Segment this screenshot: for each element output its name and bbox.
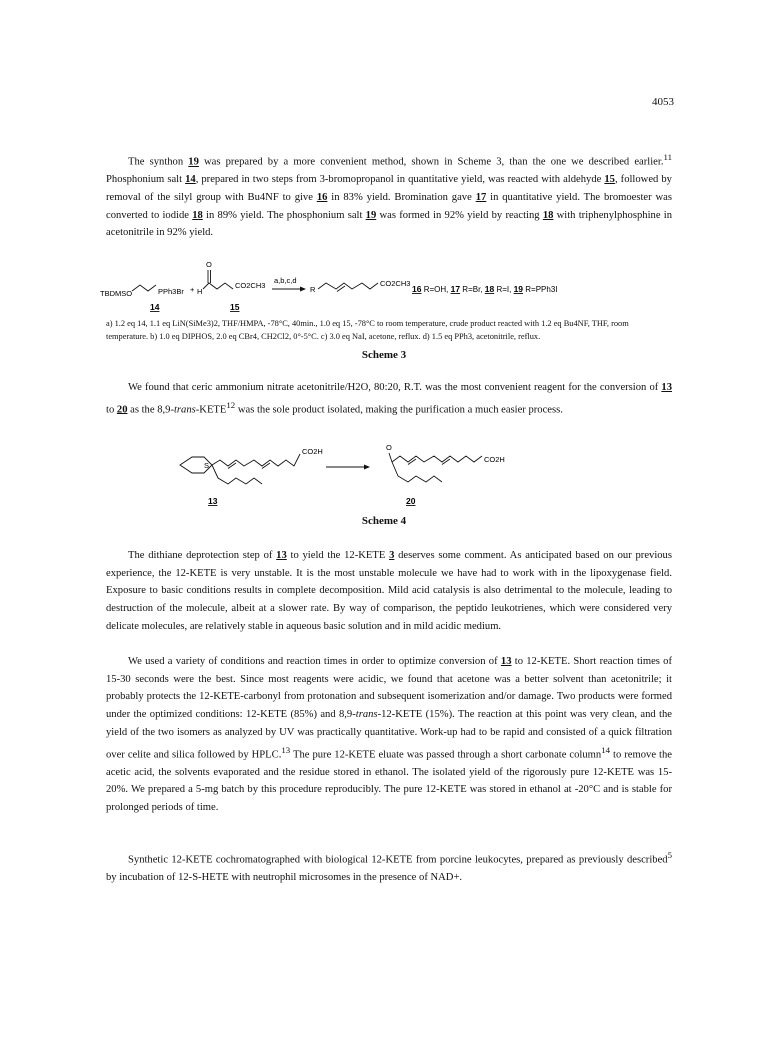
- ketone-bond: [389, 453, 392, 462]
- scheme-3-title: Scheme 3: [361, 349, 407, 361]
- compound-ref: 20: [116, 404, 128, 416]
- paragraph-conditions: We used a variety of conditions and reaction times in order to optimize conversion of 13 to 12-KETE. Short reaction times of 15-30 seconds were the best. Since most reagents were acidic, we found that acetone was a better solvent than acetonitrile; it probably protects the 12-KETE-carbonyl from protonation and subsequent isomerization and/or damage. Two products were formed under the optimized conditions: 12-KETE (85%) and 8,9-trans-12-KETE (15%). The reaction at this point was very clean, and the yield of the two isomers as analyzed by UV was practically quantitative. Work-up had to be rapid and consisted of a quick filtration over celite and silica followed by HPLC.$^{13}$ The pure 12-KETE eluate was passed through a short carbonate column$^{14}$ to remove the acetic acid, the solvents evaporated and the residue stored in ethanol. The isolated yield of the rigorously pure 12-KETE was 15-20%. We prepared a 5-mg batch by this procedure reproducibly. The pure 12-KETE was stored in ethanol at -20°C and is stable for prolonged periods of time.: [106, 656, 673, 814]
- reagent-letters: a,b,c,d: [274, 276, 297, 285]
- tbdmso-label: TBDMSO: [100, 289, 133, 298]
- r-group-label: R: [310, 285, 316, 294]
- compound-label-13: 13: [208, 496, 218, 506]
- compound-label-20: 20: [406, 496, 416, 506]
- h-label: H: [197, 287, 203, 296]
- compound-ref: 14: [185, 174, 196, 186]
- compound-label-15: 15: [230, 302, 240, 312]
- compound-label-14: 14: [150, 302, 160, 312]
- pph3br-label: PPh3Br: [158, 287, 184, 296]
- chain-15: [203, 283, 233, 289]
- tail-20: [392, 462, 442, 482]
- carbonyl-o-label: O: [206, 260, 212, 269]
- paragraph-ceric: We found that ceric ammonium nitrate acetonitrile/H2O, 80:20, R.T. was the most convenient reagent for the conversion of 13 to 20 as the 8,9-trans-KETE$^{12}$ was the sole product isolated, making the purification a much easier process.: [106, 382, 672, 416]
- sulfur-label: S: [204, 461, 210, 470]
- scheme-4-diagram: [170, 440, 580, 512]
- double-bond-13a: [228, 463, 236, 469]
- compound-ref: 13: [661, 382, 672, 393]
- double-bond-13b: [262, 463, 270, 469]
- paragraph-dithiane: The dithiane deprotection step of 13 to yield the 12-KETE 3 deserves some comment. As anticipated based on our previous experience, the 12-KETE is very unstable. It is the most unstable molecule we have had to work with in the lipoxygenase field. Exposure to basic conditions results in complete decomposition. Mild acid catalysis is also detrimental to the molecule, leading to destruction of the molecule, albeit at a slower rate. By way of comparison, the peptido leukotrienes, which were considered very delicate molecules, are relatively stable in aqueous basic solution and in mild acidic medium.: [106, 550, 672, 632]
- compound-ref: 13: [276, 550, 287, 561]
- paragraph-synthon: The synthon 19 was prepared by a more convenient method, shown in Scheme 3, than the one we described earlier.$^{11}$ Phosphonium salt 14, prepared in two steps from 3-bromopropanol in quantitative yield, was reacted with aldehyde 15, followed by removal of the silyl group with Bu4NF to give 16 in 83% yield. Bromination gave 17 in quantitative yield. The bromoester was converted to iodide 18 in 89% yield. The phosphonium salt 19 was formed in 92% yield by reacting 18 with triphenylphosphine in acetonitrile in 92% yield.: [106, 152, 673, 239]
- product-series: 16 R=OH, 17 R=Br, 18 R=I, 19 R=PPh3I: [412, 284, 558, 294]
- ester-label-15: CO2CH3: [235, 281, 266, 290]
- compound-ref: 18: [192, 209, 203, 221]
- compound-ref: 19: [188, 156, 199, 168]
- double-bond-20a: [408, 459, 416, 465]
- reference: 11: [663, 152, 672, 162]
- compound-ref: 16: [316, 191, 328, 203]
- scheme-3-conditions: a) 1.2 eq 14, 1.1 eq LiN(SiMe3)2, THF/HMPA, -78°C, 40min., 1.0 eq 15, -78°C to room temperature, crude product reacted with 1.2 eq Bu4NF, THF, room temperature. b) 1.0 eq DIPHOS, 2.0 eq CBr4, CH2Cl2, 0°-5°C. c) 3.0 eq NaI, acetone, reflux. d) 1.5 eq PPh3, acetonitrile, reflux.: [106, 319, 629, 341]
- product-ester-label: CO2CH3: [380, 279, 411, 288]
- product-chain: [318, 283, 378, 289]
- chain-13: [212, 454, 300, 466]
- ketone-o-label: O: [386, 443, 392, 452]
- conversion-arrow-head: [364, 465, 370, 470]
- scheme-3-diagram: [100, 258, 700, 316]
- chain-20: [392, 456, 482, 462]
- tail-13: [212, 465, 262, 484]
- chain-14: [132, 285, 156, 291]
- plus-sign: +: [190, 285, 195, 294]
- page-number: 4053: [652, 96, 674, 108]
- compound-ref: 15: [604, 174, 615, 186]
- acid-label-20: CO2H: [484, 455, 505, 464]
- arrow-head: [300, 287, 306, 292]
- acid-label-13: CO2H: [302, 447, 323, 456]
- double-bond-20b: [442, 459, 450, 465]
- paragraph-synthetic: Synthetic 12-KETE cochromatographed with biological 12-KETE from porcine leukocytes, prepared as previously described$^5$ by incubation of 12-S-HETE with neutrophil microsomes in the presence of NAD+.: [106, 850, 672, 884]
- compound-ref: 17: [475, 191, 487, 203]
- reference: 14: [601, 744, 611, 755]
- reference: 12: [226, 399, 236, 410]
- compound-ref: 3: [389, 550, 395, 561]
- reference: 13: [281, 744, 291, 755]
- compound-ref: 18: [542, 209, 554, 221]
- scheme-4-title: Scheme 4: [361, 515, 407, 527]
- compound-ref: 13: [500, 656, 512, 667]
- compound-ref: 19: [365, 209, 377, 221]
- reference: 5: [667, 850, 672, 860]
